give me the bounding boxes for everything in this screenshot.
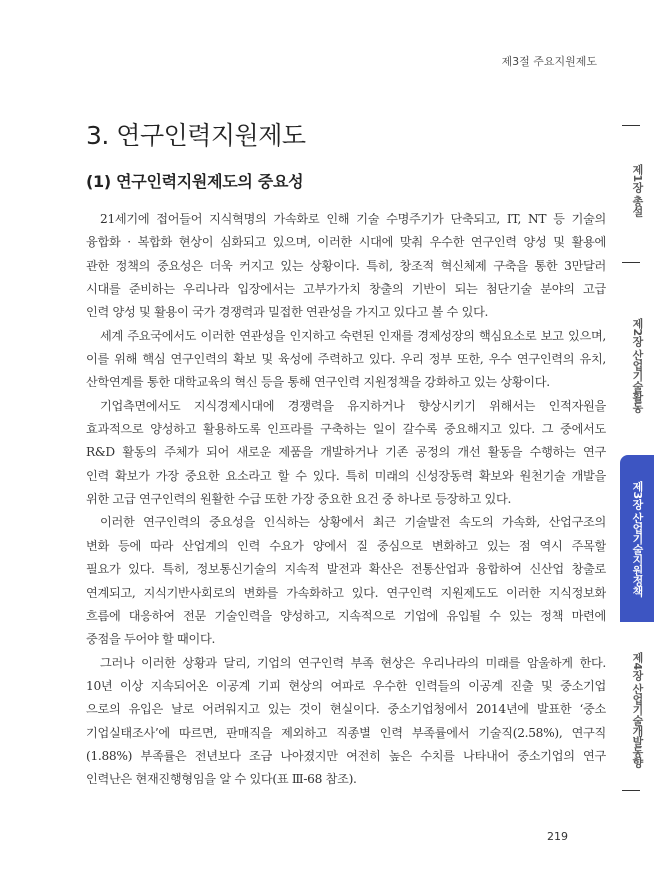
text-line: R&D 활동의 주체가 되어 새로운 제품을 개발하거나 기존 공정의 개선 활동을 수행하는 연구	[86, 445, 606, 460]
text-line: 세계 주요국에서도 이러한 연관성을 인지하고 숙련된 인재를 경제성장의 핵심요소로 보고 있으며,	[100, 328, 606, 343]
text-line: 기업측면에서도 지식경제시대에 경쟁력을 유지하거나 향상시키기 위해서는 인적자원을	[100, 398, 606, 413]
text-line: 산학연계를 통한 대학교육의 혁신 등을 통해 연구인력 지원정책을 강화하고 있는 상황이다.	[86, 375, 550, 390]
text-line: 위한 고급 연구인력의 원활한 수급 또한 가장 중요한 요건 중 하나로 등장하고 있다.	[86, 492, 512, 507]
text-line: 그러나 이러한 상황과 달리, 기업의 연구인력 부족 현상은 우리나라의 미래를 암울하게 한다.	[100, 655, 606, 670]
text-line: 융합화 · 복합화 현상이 심화되고 있으며, 이러한 시대에 맞춰 우수한 연구인력 양성 및 활용에	[86, 235, 606, 250]
text-line: 필요가 있다. 특히, 정보통신기술의 지속적 발전과 확산은 전통산업과 융합하여 신산업 창출로	[86, 562, 606, 577]
text-line: (1.88%) 부족률은 전년보다 조금 나아졌지만 여전히 높은 수치를 나타내어 중소기업의 연구	[86, 748, 606, 763]
text-line: 인력 양성 및 활용이 국가 경쟁력과 밀접한 연관성을 가지고 있다고 볼 수 있다.	[86, 305, 489, 320]
tab-chapter-4[interactable]: 제4장 산업기술개발동향	[631, 652, 644, 768]
text-line: 이를 위해 핵심 연구인력의 확보 및 육성에 주력하고 있다. 우리 정부 또한, 우수 연구인력의 유치,	[86, 352, 606, 367]
section-subtitle: (1) 연구인력지원제도의 중요성	[86, 172, 304, 191]
text-line: 흐름에 대응하여 전문 기술인력을 양성하고, 지속적으로 기업에 유입될 수 있는 정책 마련에	[86, 608, 606, 623]
text-line: 인력 확보가 가장 중요한 요소라고 할 수 있다. 특히 미래의 신성장동력 확보와 원천기술 개발을	[86, 468, 606, 483]
section-header: 제3절 주요지원제도	[501, 55, 597, 68]
text-line: 효과적으로 양성하고 활용하도록 인프라를 구축하는 일이 갈수록 중요해지고 있다. 그 중에서도	[86, 422, 606, 437]
tab-chapter-2[interactable]: 제2장 산업기술활동	[631, 317, 644, 413]
text-line: 인력난은 현재진행형임을 알 수 있다(표 Ⅲ-68 참조).	[86, 772, 357, 787]
text-line: 연계되고, 지식기반사회로의 변화를 가속화하고 있다. 연구인력 지원제도도 이러한 지식정보화	[86, 585, 606, 600]
body-text	[86, 208, 606, 792]
page-number: 219	[547, 830, 568, 843]
divider	[622, 790, 640, 791]
tab-chapter-1[interactable]: 제1장 총설	[631, 163, 644, 217]
text-line: 변화 등에 따라 산업계의 인력 수요가 양에서 질 중심으로 변화하고 있는 점 역시 주목할	[86, 538, 606, 553]
text-line: 중점을 두어야 할 때이다.	[86, 632, 216, 647]
divider	[622, 262, 640, 263]
text-line: 시대를 준비하는 우리나라 입장에서는 고부가가치 창출의 기반이 되는 첨단기술 분야의 고급	[86, 282, 606, 297]
text-line: 21세기에 접어들어 지식혁명의 가속화로 인해 기술 수명주기가 단축되고, IT, NT 등 기술의	[100, 212, 606, 226]
text-line: 기업실태조사’에 따르면, 판매직을 제외하고 직종별 인력 부족률에서 기술직(2.58%), 연구직	[86, 725, 606, 740]
tab-chapter-3[interactable]: 제3장 산업기술지원정책	[620, 455, 654, 622]
divider	[622, 125, 640, 126]
text-line: 10년 이상 지속되어온 이공계 기피 현상의 여파로 우수한 인력들의 이공계 진출 및 중소기업	[86, 678, 606, 693]
text-line: 관한 정책의 중요성은 더욱 커지고 있는 상황이다. 특히, 창조적 혁신체제 구축을 통한 3만달러	[86, 258, 606, 273]
text-line: 이러한 연구인력의 중요성을 인식하는 상황에서 최근 기술발전 속도의 가속화, 산업구조의	[100, 515, 606, 530]
page-title: 3. 연구인력지원제도	[86, 121, 306, 150]
text-line: 으로의 유입은 날로 어려워지고 있는 것이 현실이다. 중소기업청에서 2014년에 발표한 ‘중소	[86, 702, 606, 717]
